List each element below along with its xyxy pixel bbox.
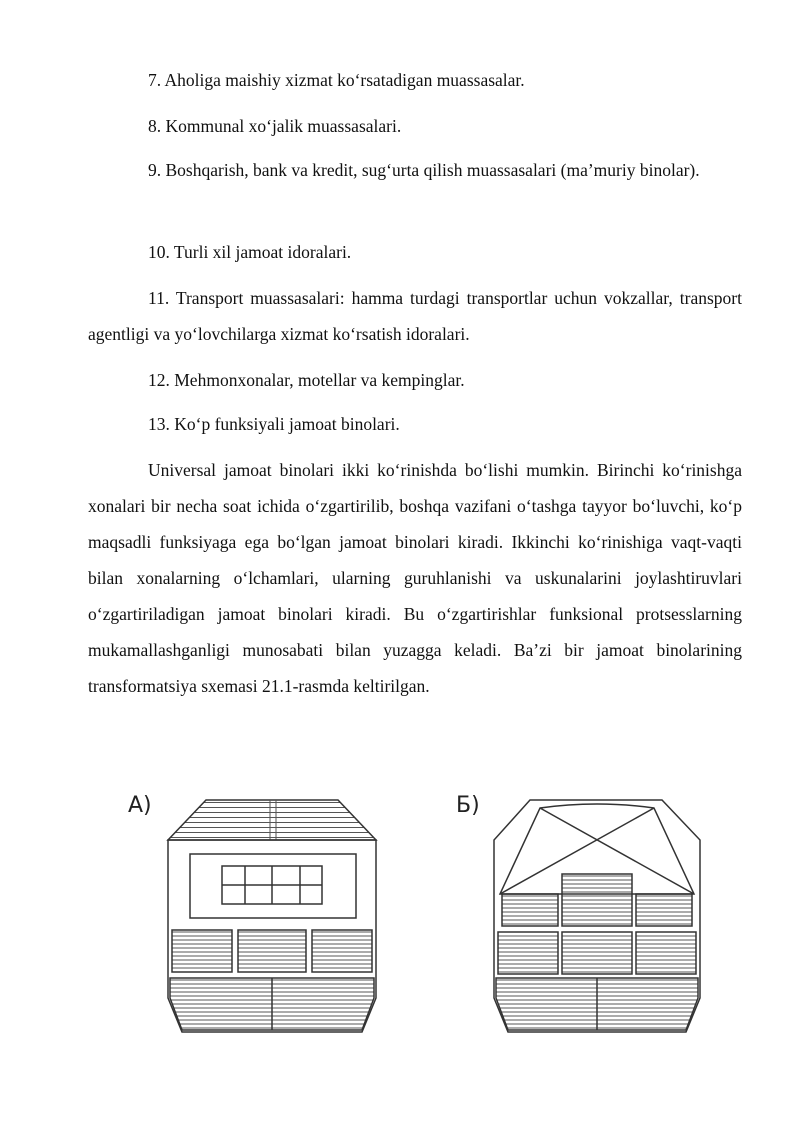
list-item-9: 9. Boshqarish, bank va kredit, sug‘urta qilish muassasalari (ma’muriy binolar).	[148, 160, 700, 180]
figure-label-a: А)	[128, 793, 152, 818]
building-b	[494, 800, 700, 1032]
building-b-room	[498, 932, 558, 974]
building-a-hall	[190, 854, 356, 918]
building-a-room	[238, 930, 306, 972]
building-a-room	[312, 930, 372, 972]
building-b-room	[636, 894, 692, 926]
figure-label-b: Б)	[456, 793, 480, 818]
list-item-10: 10. Turli xil jamoat idoralari.	[148, 242, 352, 262]
building-b-room	[562, 932, 632, 974]
building-a-roof	[168, 800, 376, 840]
list-item-12: 12. Mehmonxonalar, motellar va kempinglar.	[148, 370, 465, 390]
list-item-7: 7. Aholiga maishiy xizmat ko‘rsatadigan muassasalar.	[148, 70, 525, 90]
building-b-stage	[562, 874, 632, 926]
transformation-figure	[0, 770, 800, 1070]
building-a	[168, 800, 376, 1032]
building-b-room	[502, 894, 558, 926]
building-b-room	[636, 932, 696, 974]
list-item-8: 8. Kommunal xo‘jalik muassasalari.	[148, 116, 402, 136]
body-paragraph: Universal jamoat binolari ikki ko‘rinishda bo‘lishi mumkin. Birinchi ko‘rinishga xonalari bir necha soat ichida o‘zgartirilib, boshqa vazifani o‘tashga tayyor bo‘luvchi, ko‘p maqsadli funksiyaga ega bo‘lgan jamoat binolari kiradi. Ikkinchi ko‘rinishiga vaqt-vaqti bilan xonalarning o‘lchamlari, ularning guruhlanishi va uskunalarini joylashtiruvlari o‘zgartiriladigan jamoat binolari kiradi. Bu o‘zgartirishlar funksional protsesslarning mukamallashganligi munosabati bilan yuzagga keladi. Ba’zi bir jamoat binolarining transformatsiya sxemasi 21.1-rasmda keltirilgan.	[88, 460, 742, 696]
list-item-13: 13. Ko‘p funksiyali jamoat binolari.	[148, 414, 400, 434]
transformation-diagram	[0, 770, 800, 1070]
building-a-room	[172, 930, 232, 972]
list-item-11: 11. Transport muassasalari: hamma turdagi transportlar uchun vokzallar, transport agentligi va yo‘lovchilarga xizmat ko‘rsatish idoralari.	[88, 288, 742, 344]
